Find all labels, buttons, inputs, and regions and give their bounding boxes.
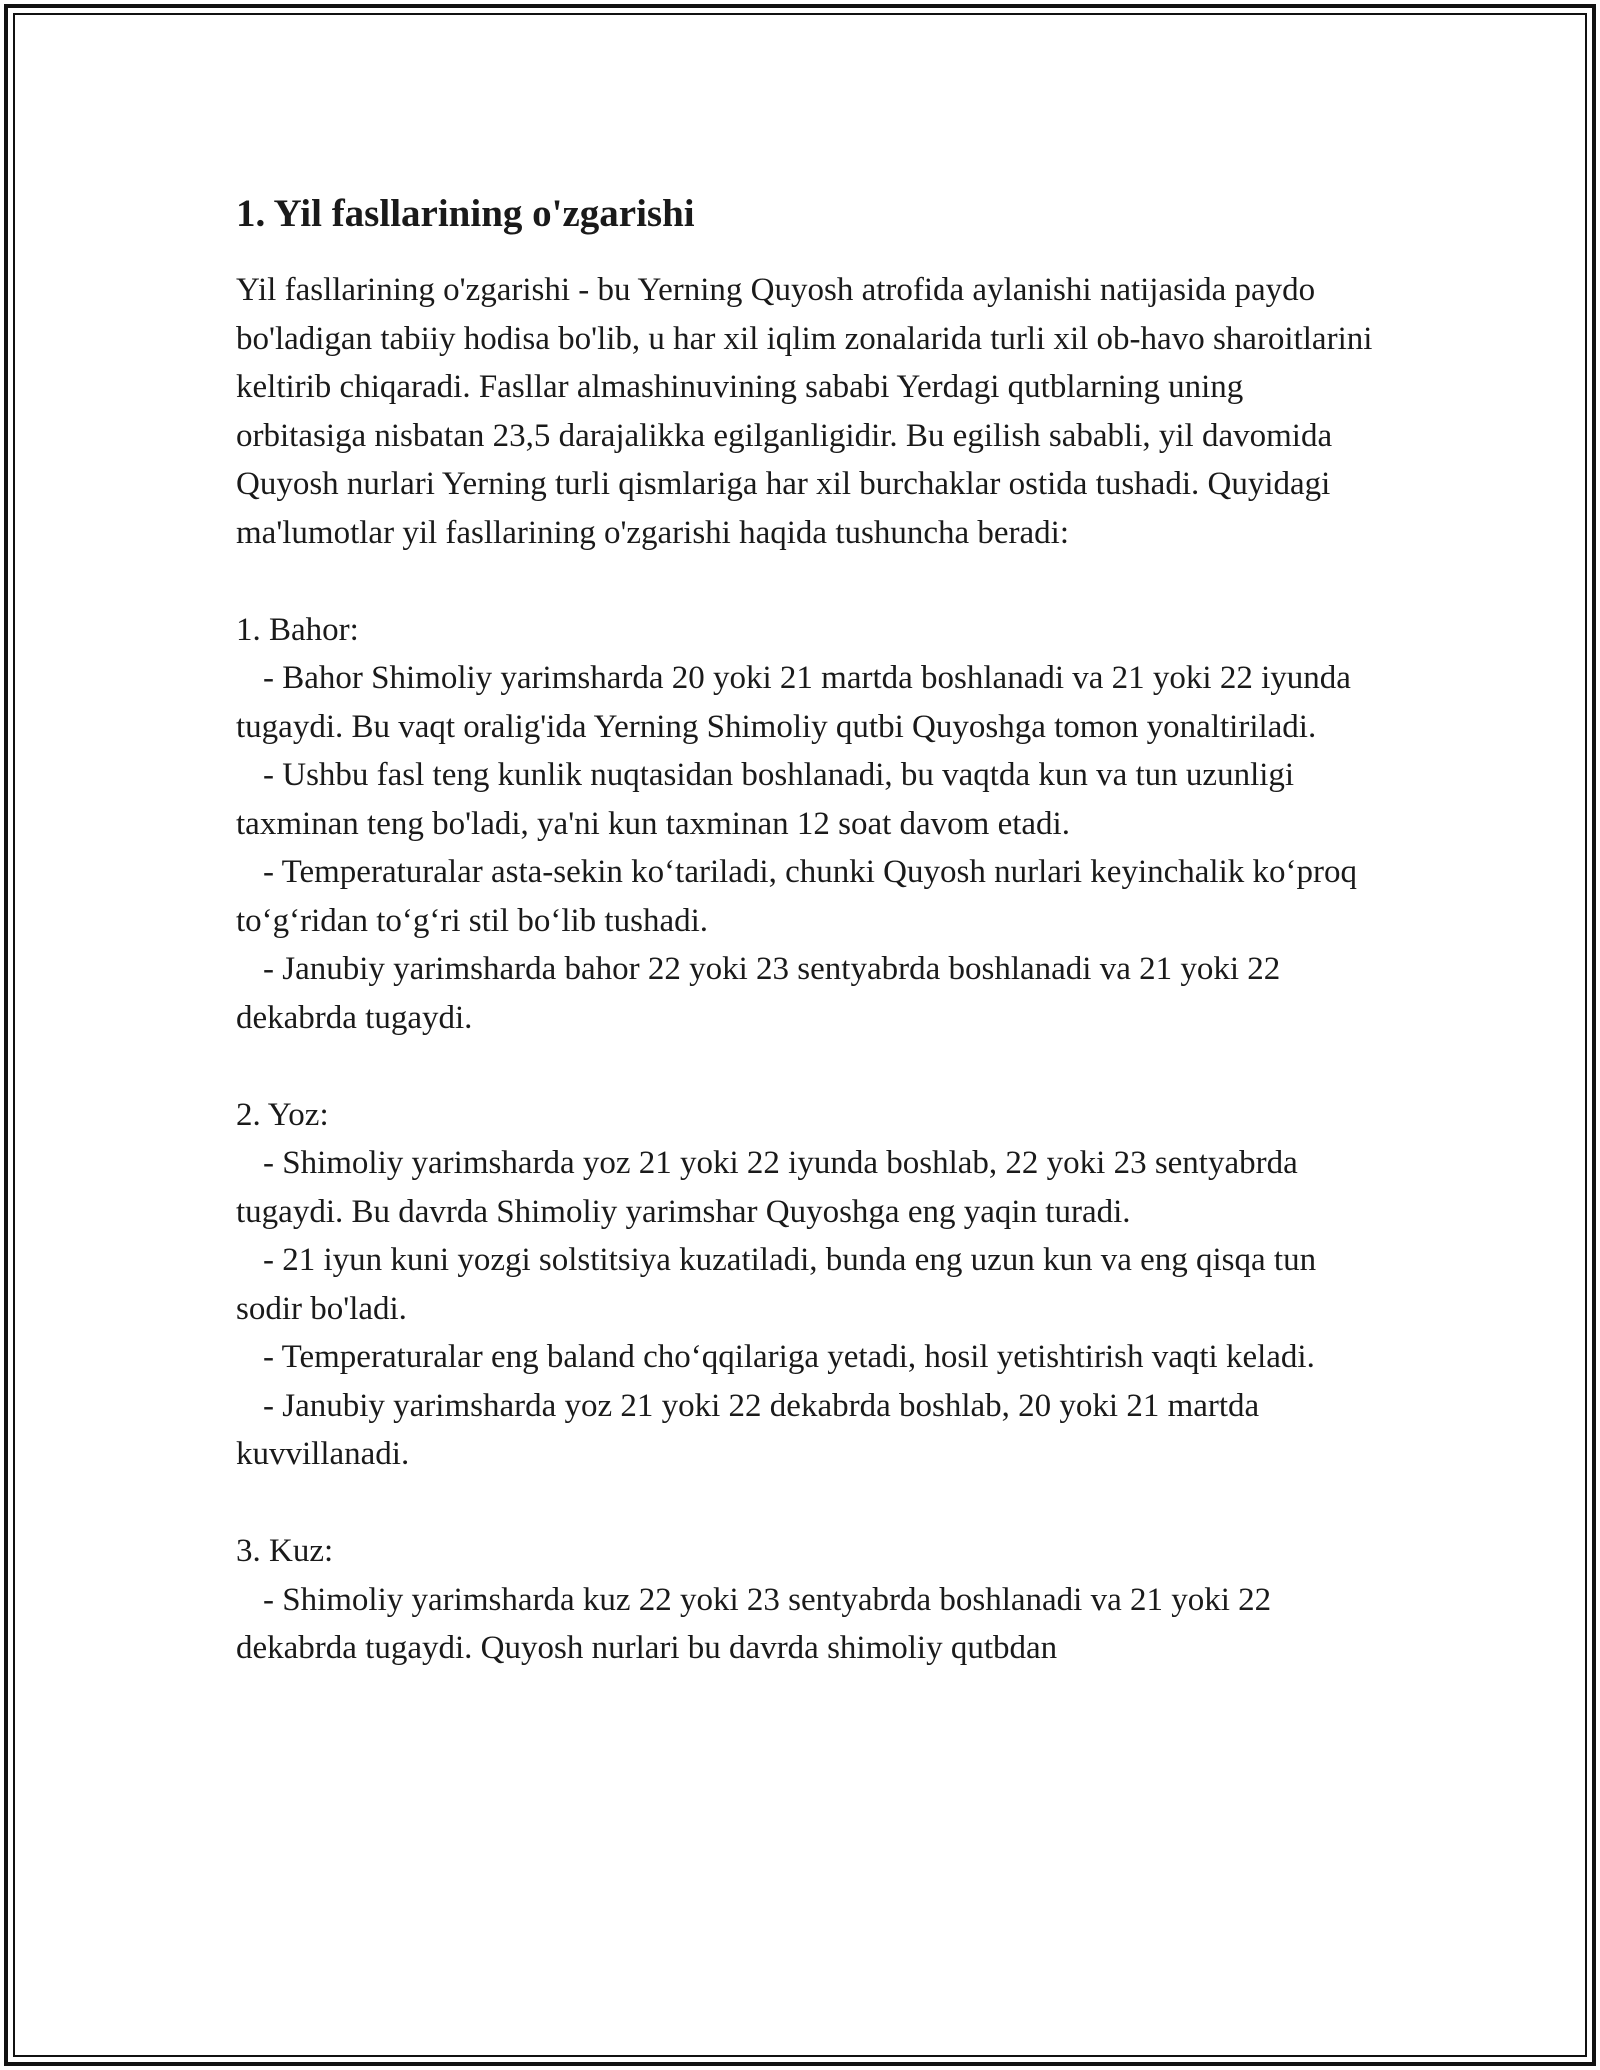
section-item: - Temperaturalar eng baland cho‘qqilariga yetadi, hosil yetishtirish vaqti keladi. [263,1339,1315,1375]
intro-paragraph: Yil fasllarining o'zgarishi - bu Yerning Quyosh atrofida aylanishi natijasida paydo bo'ladigan tabiiy hodisa bo'lib, u har xil iqlim zonalarida turli xil ob-havo sharoitlarini keltirib chiqaradi. Fasllar almashinuvining sababi Yerdagi qutblarning uning orbitasiga nisbatan 23,5 darajalikka egilganligidir. Bu egilish sababli, yil davomida Quyosh nurlari Yerning turli qismlariga har xil burchaklar ostida tushadi. Quyidagi ma'lumotlar yil fasllarining o'zgarishi haqida tushuncha beradi: [236,272,1373,551]
section-summer [236,1091,1376,1479]
section-item: - Shimoliy yarimsharda kuz 22 yoki 23 sentyabrda boshlanadi va 21 yoki 22 dekabrda tugaydi. Quyosh nurlari bu davrda shimoliy qutbdan [236,1581,1272,1666]
section-item: - Temperaturalar asta-sekin ko‘tariladi, chunki Quyosh nurlari keyinchalik ko‘proq to‘g‘ridan to‘g‘ri stil bo‘lib tushadi. [236,854,1357,939]
section-heading: 2. Yoz: [236,1096,329,1133]
section-heading: 1. Bahor: [236,611,359,648]
section-autumn [236,1527,1376,1673]
section-item: - Janubiy yarimsharda bahor 22 yoki 23 sentyabrda boshlanadi va 21 yoki 22 dekabrda tugaydi. [236,951,1281,1036]
section-spring [236,606,1376,1043]
section-heading: 3. Kuz: [236,1533,334,1569]
document-body [236,186,1376,1673]
section-item: - Janubiy yarimsharda yoz 21 yoki 22 dekabrda boshlab, 20 yoki 21 martda kuvvillanadi. [236,1387,1260,1472]
section-item: - Bahor Shimoliy yarimsharda 20 yoki 21 martda boshlanadi va 21 yoki 22 iyunda tugaydi. Bu vaqt oralig'ida Yerning Shimoliy qutbi Quyoshga tomon yonaltiriladi. [236,660,1351,745]
section-item: - Shimoliy yarimsharda yoz 21 yoki 22 iyunda boshlab, 22 yoki 23 sentyabrda tugaydi. Bu davrda Shimoliy yarimshar Quyoshga eng yaqin turadi. [236,1145,1298,1230]
intro-block [236,266,1376,557]
section-item: - Ushbu fasl teng kunlik nuqtasidan boshlanadi, bu vaqtda kun va tun uzunligi taxminan teng bo'ladi, ya'ni kun taxminan 12 soat davom etadi. [236,757,1295,842]
document-title: 1. Yil fasllarining o'zgarishi [236,192,695,235]
section-item: - 21 iyun kuni yozgi solstitsiya kuzatiladi, bunda eng uzun kun va eng qisqa tun sodir bo'ladi. [236,1242,1317,1327]
